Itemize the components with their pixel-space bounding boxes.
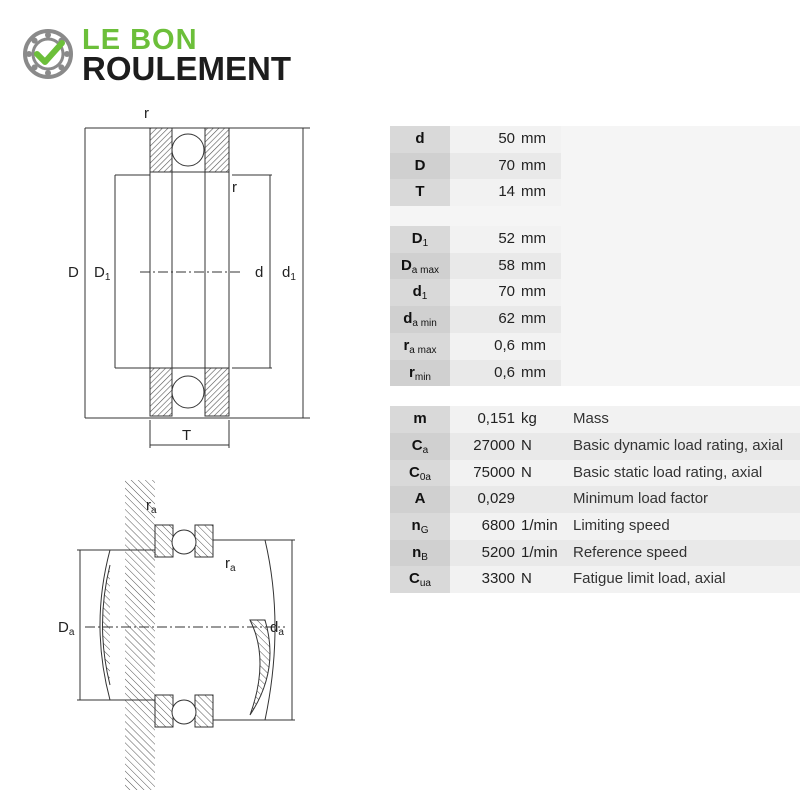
row-symbol: m xyxy=(390,406,450,433)
label-ra-mid: $r_a$ xyxy=(225,555,236,574)
table-row xyxy=(390,566,800,593)
row-symbol: $d_{a min}$ xyxy=(390,306,450,333)
row-symbol: T xyxy=(390,179,450,206)
label-D1: $D_1$ xyxy=(94,264,111,283)
label-D: D xyxy=(68,264,79,281)
row-description: Basic static load rating, axial xyxy=(561,460,800,487)
table-row xyxy=(390,179,800,206)
logo-line-1: LE BON xyxy=(82,24,198,56)
table-row xyxy=(390,433,800,460)
row-symbol: $n_B$ xyxy=(390,540,450,567)
label-r-top: r xyxy=(144,105,149,122)
row-value: 58 xyxy=(498,256,515,274)
row-unit: N xyxy=(521,570,532,588)
table-row xyxy=(390,153,800,180)
row-unit: mm xyxy=(521,336,546,354)
table-row xyxy=(390,360,800,387)
row-symbol: $d_1$ xyxy=(390,279,450,306)
table-row xyxy=(390,279,800,306)
row-description: Mass xyxy=(561,406,800,433)
label-ra-top: $r_a$ xyxy=(146,497,157,516)
row-value: 27000 xyxy=(473,436,515,454)
row-symbol: $r_{a max}$ xyxy=(390,333,450,360)
row-symbol: d xyxy=(390,126,450,153)
row-unit: mm xyxy=(521,230,546,248)
row-symbol: D xyxy=(390,153,450,180)
logo-line-2: ROULEMENT xyxy=(82,50,291,87)
row-unit: N xyxy=(521,436,532,454)
row-unit: mm xyxy=(521,256,546,274)
row-unit: mm xyxy=(521,183,546,201)
table-row xyxy=(390,333,800,360)
table-row xyxy=(390,126,800,153)
label-T: T xyxy=(182,427,192,444)
row-unit: mm xyxy=(521,283,546,301)
label-d: d xyxy=(255,264,264,281)
row-value: 52 xyxy=(498,230,515,248)
row-unit: 1/min xyxy=(521,543,558,561)
row-value: 14 xyxy=(498,183,515,201)
bearing-check-icon xyxy=(22,28,74,80)
bearing-section-drawing xyxy=(60,100,320,460)
row-value: 0,6 xyxy=(494,336,515,354)
row-unit: kg xyxy=(521,410,537,428)
table-row xyxy=(390,486,800,513)
row-value: 75000 xyxy=(473,463,515,481)
row-symbol: $n_G$ xyxy=(390,513,450,540)
brand-logo xyxy=(22,24,302,88)
label-Da: $D_a$ xyxy=(58,619,75,638)
table-row xyxy=(390,226,800,253)
table-row xyxy=(390,406,800,433)
row-unit: mm xyxy=(521,130,546,147)
row-description: Limiting speed xyxy=(561,513,800,540)
row-value: 50 xyxy=(498,130,515,147)
row-symbol: $r_{min}$ xyxy=(390,360,450,387)
row-symbol: $D_{a max}$ xyxy=(390,253,450,280)
row-symbol: $C_{0a}$ xyxy=(390,460,450,487)
row-value: 6800 xyxy=(481,516,515,534)
row-value: 70 xyxy=(498,283,515,301)
row-symbol: $C_{ua}$ xyxy=(390,566,450,593)
table-row xyxy=(390,253,800,280)
table-row xyxy=(390,460,800,487)
row-description: Reference speed xyxy=(561,540,800,567)
row-unit xyxy=(521,486,561,513)
row-symbol: $D_1$ xyxy=(390,226,450,253)
row-value: 70 xyxy=(498,156,515,174)
row-symbol: A xyxy=(390,486,450,513)
row-description: Basic dynamic load rating, axial xyxy=(561,433,800,460)
row-value: 62 xyxy=(498,310,515,328)
label-r-mid: r xyxy=(232,179,237,196)
row-unit: 1/min xyxy=(521,516,558,534)
row-unit: mm xyxy=(521,156,546,174)
spec-table xyxy=(390,126,800,593)
row-symbol: $C_a$ xyxy=(390,433,450,460)
row-value: 0,6 xyxy=(494,363,515,381)
table-row xyxy=(390,540,800,567)
row-value: 0,029 xyxy=(477,490,515,508)
table-row xyxy=(390,306,800,333)
row-value: 0,151 xyxy=(477,410,515,428)
row-unit: mm xyxy=(521,310,546,328)
row-description: Fatigue limit load, axial xyxy=(561,566,800,593)
table-row xyxy=(390,513,800,540)
label-da: $d_a$ xyxy=(270,619,284,638)
table-divider xyxy=(390,386,800,406)
table-divider xyxy=(390,206,800,226)
row-value: 3300 xyxy=(481,570,515,588)
label-d1: $d_1$ xyxy=(282,264,296,283)
row-description: Minimum load factor xyxy=(561,486,800,513)
row-unit: N xyxy=(521,463,532,481)
row-unit: mm xyxy=(521,363,546,381)
mounting-dimensions-drawing xyxy=(50,470,310,800)
row-value: 5200 xyxy=(481,543,515,561)
